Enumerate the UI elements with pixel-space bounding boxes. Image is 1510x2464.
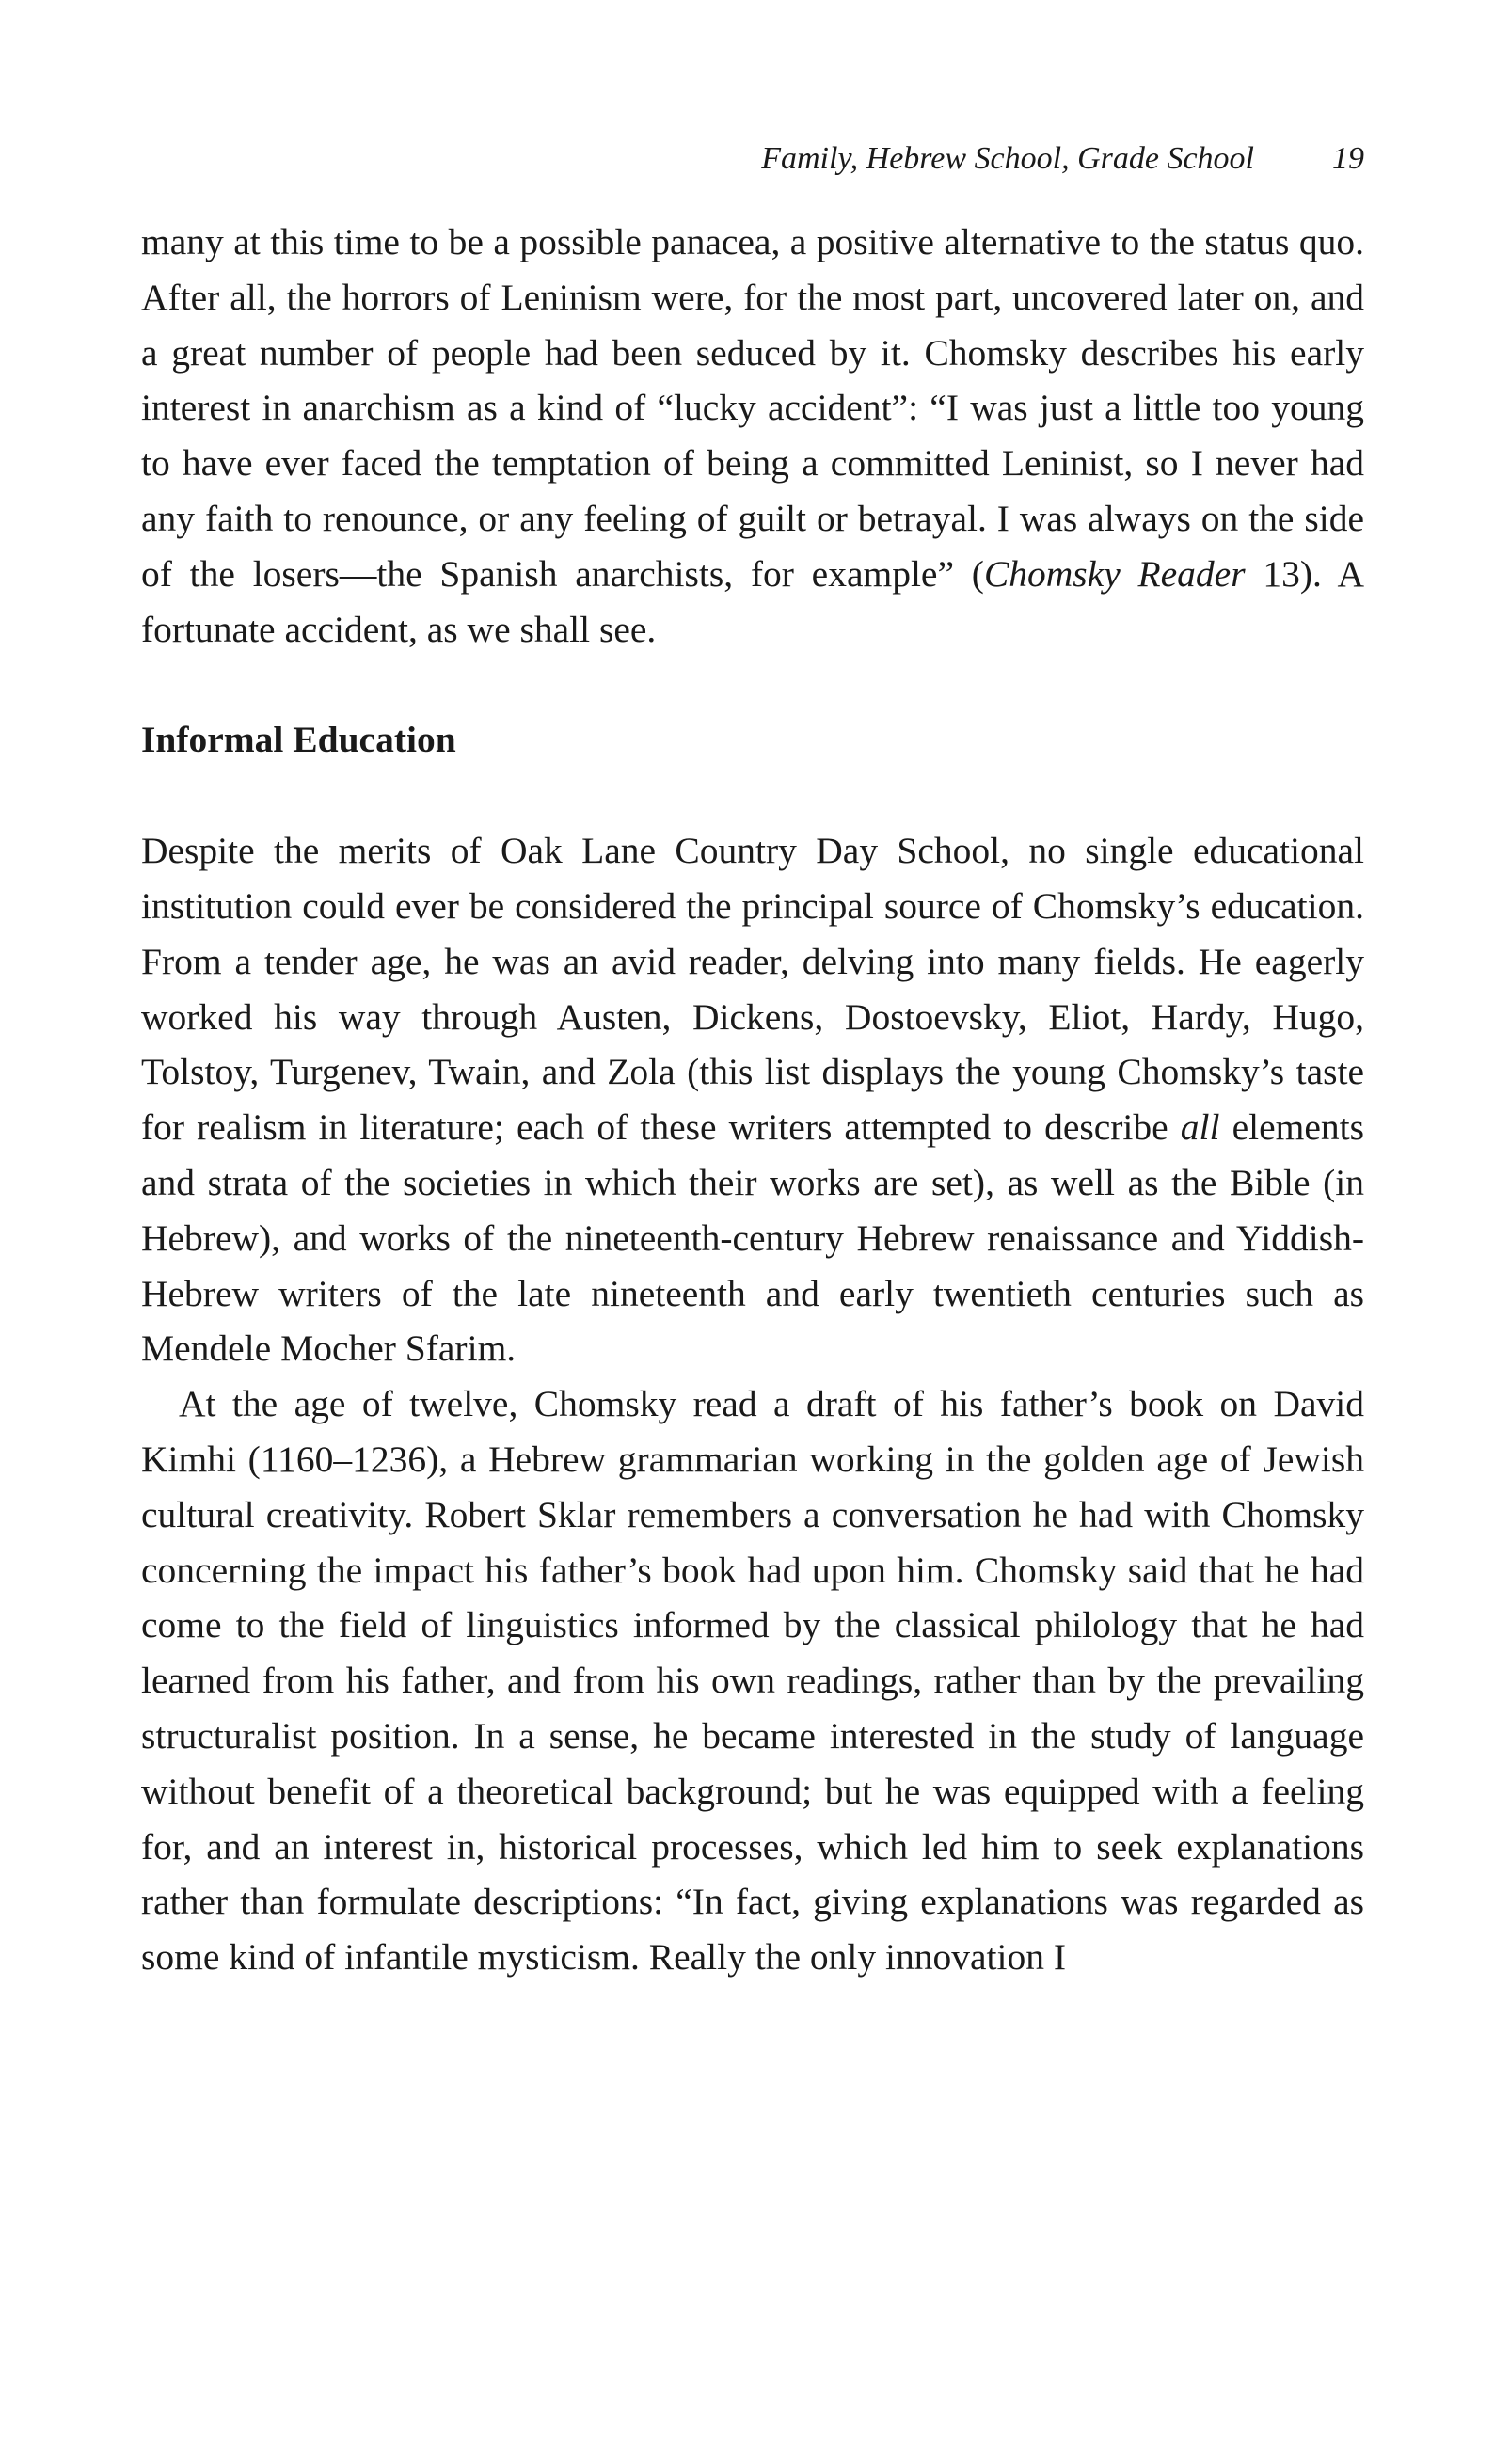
paragraph-text: 13). A fortunate accident, as we shall see. <box>141 552 1365 650</box>
running-head-title: Family, Hebrew School, Grade School <box>761 141 1254 176</box>
emphasis-italic: all <box>1180 1106 1220 1149</box>
running-head <box>141 141 1364 188</box>
paragraph-continued <box>141 215 1364 657</box>
page-number: 19 <box>1332 141 1364 176</box>
paragraph-text: elements and strata of the societies in which their works are set), as well as the Bible (in Hebrew), and works of the nineteenth-century Hebrew renaissance and Yiddish-Hebrew writers of the late nineteenth and early twentieth centuries such as Mendele Mocher Sfarim. <box>141 1106 1364 1370</box>
paragraph-text: Despite the merits of Oak Lane Country Day School, no single educational institution could ever be considered the principal source of Chomsky’s education. From a tender age, he was an avid reader, delving into many fields. He eagerly worked his way through Austen, Dickens, Dostoevsky, Eliot, Hardy, Hugo, Tolstoy, Turgenev, Twain, and Zola (this list displays the young Chomsky’s taste for realism in literature; each of these writers attempted to describe <box>141 830 1364 1149</box>
paragraph-text: many at this time to be a possible panacea, a positive alternative to the status quo. After all, the horrors of Leninism were, for the most part, uncovered later on, and a great number of people had been seduced by it. Chomsky describes his early interest in anarchism as a kind of “lucky accident”: “I was just a little too young to have ever faced the temptation of being a committed Leninist, so I never had any faith to renounce, or any feeling of guilt or betrayal. I was always on the side of the losers—the Spanish anarchists, for example” ( <box>141 221 1364 595</box>
section-heading: Informal Education <box>141 719 456 761</box>
book-title-italic: Chomsky Reader <box>983 552 1246 595</box>
paragraph <box>141 823 1364 1376</box>
book-page <box>141 141 1364 1985</box>
paragraph: At the age of twelve, Chomsky read a draft of his father’s book on David Kimhi (1160–1236), a Hebrew grammarian working in the golden age of Jewish cultural creativity. Robert Sklar remembers a conversation he had with Chomsky concerning the impact his father’s book had upon him. Chomsky said that he had come to the field of linguistics informed by the classical philology that he had learned from his father, and from his own readings, rather than by the prevailing structuralist position. In a sense, he became interested in the study of language without benefit of a theoretical background; but he was equipped with a feeling for, and an interest in, historical processes, which led him to seek explanations rather than formulate descriptions: “In fact, giving explanations was regarded as some kind of infantile mysticism. Really the only innovation I <box>141 1383 1364 1979</box>
